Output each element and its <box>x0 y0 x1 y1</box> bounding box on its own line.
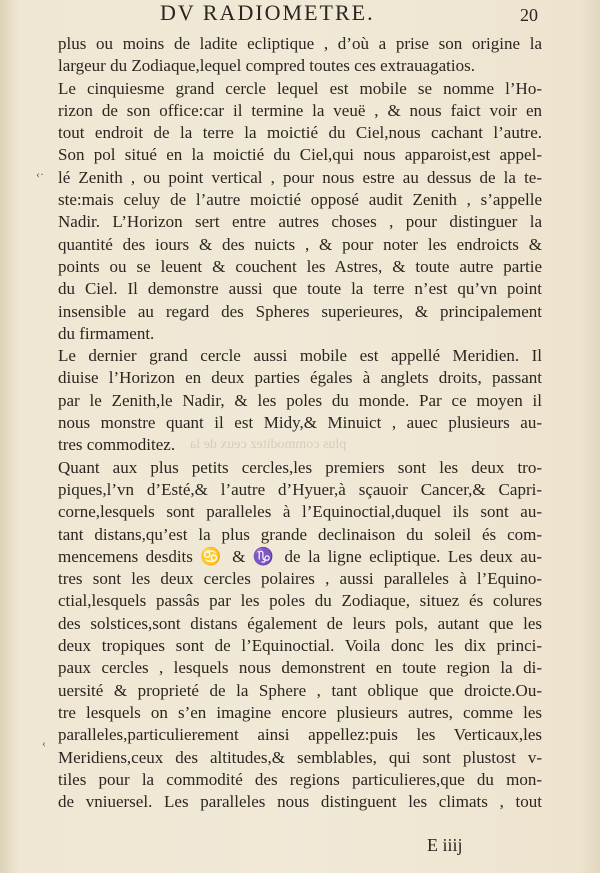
text-line: de vniuersel. Les paralleles nous distinguent les climats , tout <box>58 792 542 812</box>
signature-mark: E iiij <box>427 835 463 855</box>
text-line: rizon de son office:car il termine la veuë , & nous faict voir en <box>58 100 542 120</box>
page-number: 20 <box>520 5 538 25</box>
text-line: paux cercles , lesquels nous demonstrent en toute region la di- <box>58 658 542 678</box>
text-line: Quant aux plus petits cercles,les premiers sont les deux tro- <box>58 457 542 477</box>
text-line: tout endroit de la terre la moictié du Ciel,nous cachant l’autre. <box>58 123 542 143</box>
text-line: des solstices,sont distans également de leurs pols, autant que les <box>58 613 542 633</box>
body-text <box>58 33 542 813</box>
text-line: Nadir. L’Horizon sert entre autres choses , pour distinguer la <box>58 212 542 232</box>
text-line: tre lesquels on s’en imagine encore plusieurs autres, comme les <box>58 702 542 722</box>
text-line: insensible au regard des Spheres superieures, & principalement <box>58 301 542 321</box>
text-line: Le dernier grand cercle aussi mobile est appellé Meridien. Il <box>58 346 542 366</box>
text-line: tiles pour la commodité des regions particulieres,que du mon- <box>58 769 542 789</box>
text-line: tant distans,qu’est la plus grande declinaison du soleil és com- <box>58 524 542 544</box>
text-line: tres sont les deux cercles polaires , aussi paralleles à l’Equino- <box>58 569 542 589</box>
text-line: Le cinquiesme grand cercle lequel est mobile se nomme l’Ho- <box>58 78 542 98</box>
text-line: lé Zenith , ou point vertical , pour nous estre au dessus de la te- <box>58 167 542 187</box>
text-line: quantité des iours & des nuicts , & pour noter les endroicts & <box>58 234 542 254</box>
text-line: piques,l’vn d’Esté,& l’autre d’Hyuer,à sçauoir Cancer,& Capri- <box>58 479 542 499</box>
text-line: nous monstre quant il est Midy,& Minuict , auec plusieurs au- <box>58 413 542 433</box>
text-line: corne,lesquels sont paralleles à l’Equinoctial,duquel ils sont au- <box>58 502 542 522</box>
text-line: par le Zenith,le Nadir, & les poles du monde. Par ce moyen il <box>58 390 542 410</box>
text-line: plus ou moins de ladite ecliptique , d’où a prise son origine la <box>58 34 542 53</box>
text-line: Meridiens,ceux des altitudes,& semblables, qui sont plustost v- <box>58 747 542 767</box>
text-line: diuise l’Horizon en deux parties égales à anglets droits, passant <box>58 368 542 388</box>
text-line: du Ciel. Il demonstre aussi que toute la terre n’est qu’vn point <box>58 279 542 299</box>
margin-mark: ‹· <box>36 167 44 181</box>
text-line: mencemens desdits ♋ & ♑ de la ligne ecliptique. Les deux au- <box>58 546 542 566</box>
text-line: du firmament. <box>58 323 155 343</box>
running-head: DV RADIOMETRE. <box>160 0 375 25</box>
text-line: ste:mais celuy de l’autre moictié opposé audit Zenith , s’appelle <box>58 190 542 210</box>
text-line: paralleles,particulierement ainsi appellez:puis les Verticaux,les <box>58 725 542 745</box>
show-through-bleed: plus commoditez ceux de la <box>190 437 347 452</box>
text-line: uersité & proprieté de la Sphere , tant oblique que droicte.Ou- <box>58 680 542 700</box>
text-line: tres commoditez. <box>58 435 176 455</box>
text-line: largeur du Zodiaque,lequel compred toutes ces extrauagatios. <box>58 56 475 76</box>
text-line: deux tropiques sont de l’Equinoctial. Voila donc les dix princi- <box>58 636 542 656</box>
margin-mark: ‹ <box>42 736 46 750</box>
text-line: Son pol situé en la moictié du Ciel,qui nous apparoist,est appel- <box>58 145 542 165</box>
text-line: points ou se leuent & couchent les Astres, & toute autre partie <box>58 256 542 276</box>
text-line: ctial,lesquels passâs par les poles du Zodiaque, situez és colures <box>58 591 542 611</box>
